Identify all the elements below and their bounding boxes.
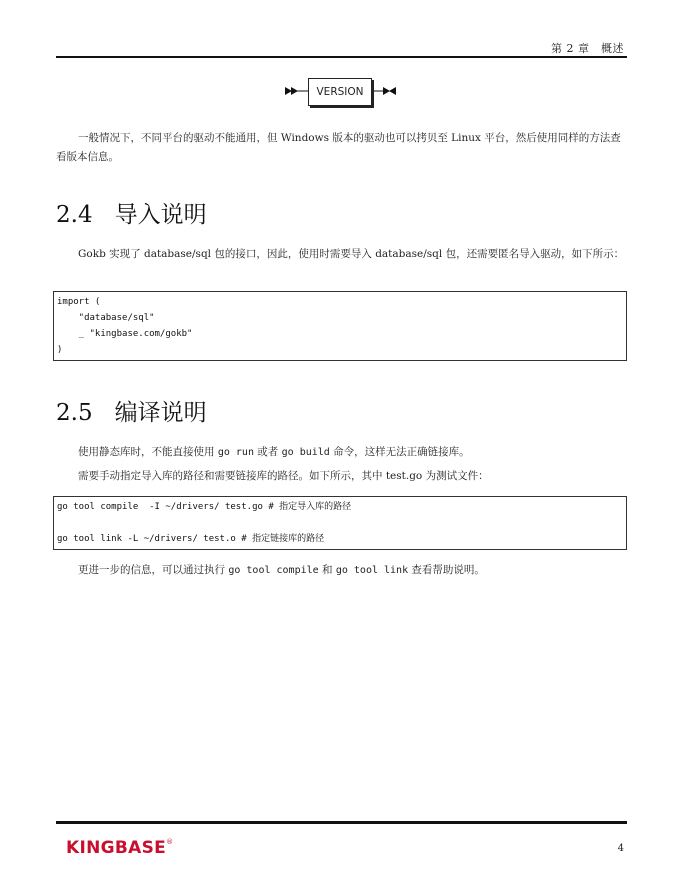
section-title: 导入说明 (114, 202, 207, 228)
code-line: go tool link -L ~/drivers/ test.o # 指定链接库的路径 (57, 534, 325, 544)
import-code-block (53, 291, 627, 361)
page-number: 4 (617, 843, 624, 854)
compile-paragraph-2: 需要手动指定导入库的路径和需要链接库的路径。如下所示，其中 test.go 为测试文件： (78, 470, 489, 482)
inline-code: go tool link (335, 565, 409, 576)
text-run: 或者 (253, 446, 282, 458)
section-title: 编译说明 (114, 400, 207, 426)
logo-text: KINGBASE (66, 838, 167, 858)
syntax-box-version: VERSION (308, 78, 372, 106)
section-2-4-heading (56, 200, 207, 230)
code-line: ) (57, 345, 63, 355)
import-paragraph: Gokb 实现了 database/sql 包的接口，因此，使用时需要导入 database/sql 包，还需要匿名导入驱动，如下所示： (78, 248, 625, 260)
text-run: 命令，这样无法正确链接库。 (329, 446, 470, 458)
inline-code: go build (281, 447, 330, 458)
code-line: _ "kingbase.com/gokb" (57, 329, 193, 339)
code-line: go tool compile -I ~/drivers/ test.go # 指定导入库的路径 (57, 502, 352, 512)
inline-code: go run (217, 447, 254, 458)
text-run: 查看帮助说明。 (408, 564, 485, 576)
compile-paragraph-1 (56, 443, 628, 462)
section-number: 2.5 (56, 400, 93, 426)
inline-code: go tool compile (228, 565, 319, 576)
header-rule (56, 56, 627, 58)
syntax-diagram (285, 78, 400, 108)
text-run: 和 (318, 564, 336, 576)
text-run: 更进一步的信息，可以通过执行 (78, 564, 229, 576)
section-2-5-heading (56, 398, 207, 428)
code-line: import ( (57, 297, 101, 307)
compile-code-block (53, 496, 627, 550)
compile-paragraph-3 (56, 561, 628, 580)
intro-paragraph: 一般情况下，不同平台的驱动不能通用，但 Windows 版本的驱动也可以拷贝至 Linux 平台，然后使用同样的方法查看版本信息。 (56, 132, 621, 163)
footer-rule (56, 821, 627, 824)
section-number: 2.4 (56, 202, 93, 228)
running-header: 第 2 章 概述 (551, 42, 624, 55)
text-run: 使用静态库时，不能直接使用 (78, 446, 218, 458)
registered-mark: ® (166, 838, 174, 846)
code-line: "database/sql" (57, 313, 155, 323)
kingbase-logo (66, 838, 173, 858)
code-line (54, 515, 626, 531)
